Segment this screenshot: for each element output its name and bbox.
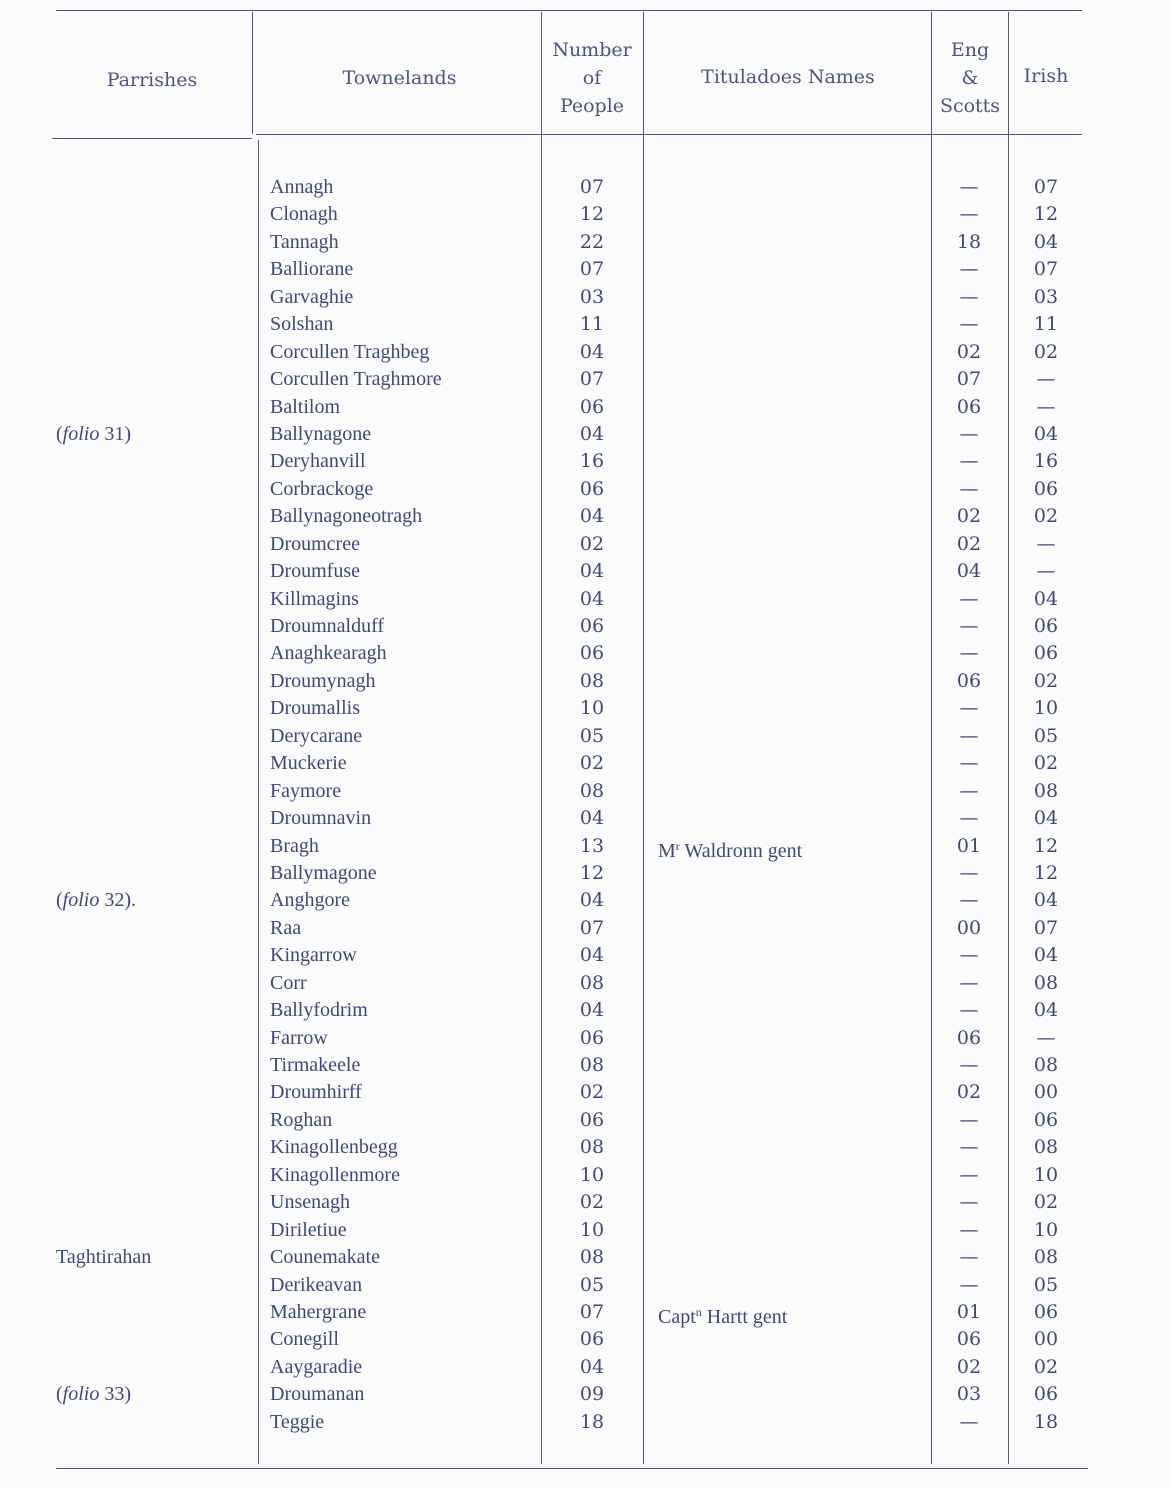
- table-row: [0, 476, 1170, 503]
- eng-scotts-cell: 00: [956, 916, 982, 939]
- irish-cell: 04: [1033, 587, 1059, 610]
- number-cell: 08: [579, 1246, 605, 1269]
- irish-cell: 02: [1033, 340, 1059, 363]
- townland-cell: Ballynagoneotragh: [270, 505, 423, 528]
- townland-cell: Corbrackoge: [270, 477, 374, 500]
- eng-scotts-cell: 04: [956, 560, 982, 583]
- irish-cell: 06: [1033, 642, 1059, 665]
- number-cell: 03: [579, 285, 605, 308]
- irish-cell: 08: [1033, 1054, 1059, 1076]
- townland-cell: Farrow: [270, 1026, 328, 1049]
- eng-scotts-cell: 02: [956, 1081, 982, 1104]
- eng-scotts-cell: 06: [956, 1026, 982, 1049]
- irish-cell: 10: [1033, 1163, 1059, 1186]
- table-row: [0, 833, 1170, 860]
- header-eng-line: Scotts: [939, 95, 1001, 117]
- number-cell: 06: [579, 1026, 605, 1049]
- parish-cell: (folio 31): [56, 422, 132, 445]
- eng-scotts-cell: 01: [956, 1300, 982, 1323]
- parish-cell: (folio 33): [56, 1383, 132, 1406]
- number-cell: 06: [579, 395, 605, 418]
- table-row: [0, 586, 1170, 613]
- townland-cell: Droumhirff: [270, 1081, 362, 1104]
- irish-cell: 06: [1033, 615, 1059, 637]
- irish-cell: 04: [1033, 807, 1059, 830]
- eng-scotts-cell: —: [959, 999, 979, 1022]
- tituladoes-cell: Capt$^n$ Hartt gent: [658, 1304, 788, 1328]
- column-divider: [252, 12, 253, 134]
- irish-cell: 05: [1033, 724, 1059, 747]
- number-cell: 08: [579, 669, 605, 692]
- irish-cell: 06: [1033, 1300, 1059, 1323]
- number-cell: 04: [579, 807, 605, 830]
- header-townelands: [258, 64, 541, 92]
- table-row: [0, 750, 1170, 777]
- townland-cell: Deryhanvill: [270, 450, 366, 473]
- table-row: [0, 421, 1170, 448]
- number-cell: 07: [579, 176, 605, 198]
- number-cell: 04: [579, 587, 605, 610]
- townland-cell: Garvaghie: [270, 285, 354, 308]
- irish-cell: 04: [1033, 944, 1059, 967]
- header-number-line: People: [559, 95, 625, 117]
- number-cell: 08: [579, 971, 605, 994]
- townland-cell: Droumynagh: [270, 669, 376, 692]
- header-parishes-label: Parrishes: [106, 69, 198, 91]
- table-row: [0, 1107, 1170, 1134]
- townland-cell: Baltilom: [270, 395, 340, 418]
- townland-cell: Aaygaradie: [270, 1355, 363, 1378]
- townland-cell: Ballyfodrim: [270, 999, 368, 1022]
- table-row: [0, 366, 1170, 393]
- table-row: [0, 1217, 1170, 1244]
- eng-scotts-cell: —: [959, 889, 979, 912]
- number-cell: 11: [579, 313, 605, 336]
- table-row: [0, 613, 1170, 640]
- number-cell: 22: [579, 230, 605, 253]
- townland-cell: Droumcree: [270, 532, 360, 555]
- eng-scotts-cell: 03: [956, 1383, 982, 1406]
- eng-scotts-cell: 18: [956, 230, 982, 253]
- townland-cell: Raa: [270, 916, 302, 939]
- number-cell: 04: [579, 1355, 605, 1378]
- bottom-rule: [56, 1468, 1088, 1469]
- number-cell: 05: [579, 1273, 605, 1296]
- header-townelands-label: Townelands: [342, 67, 457, 89]
- header-parishes: [56, 66, 248, 94]
- number-cell: 04: [579, 505, 605, 528]
- irish-cell: 03: [1033, 285, 1059, 308]
- eng-scotts-cell: —: [959, 258, 979, 281]
- number-cell: 06: [579, 642, 605, 665]
- table-row: [0, 174, 1170, 201]
- number-cell: 07: [579, 1300, 605, 1323]
- townland-cell: Tirmakeele: [270, 1054, 361, 1076]
- irish-cell: 02: [1033, 1191, 1059, 1214]
- irish-cell: 05: [1033, 1273, 1059, 1296]
- irish-cell: 02: [1033, 505, 1059, 528]
- eng-scotts-cell: —: [959, 752, 979, 775]
- irish-cell: 04: [1033, 889, 1059, 912]
- townland-cell: Corcullen Traghbeg: [270, 340, 430, 363]
- header-tituladoes: [645, 63, 931, 91]
- table-row: [0, 503, 1170, 530]
- irish-cell: 02: [1033, 1355, 1059, 1378]
- number-cell: 06: [579, 615, 605, 637]
- eng-scotts-cell: —: [959, 285, 979, 308]
- townland-cell: Ballymagone: [270, 861, 377, 884]
- table-row: [0, 942, 1170, 969]
- irish-cell: 08: [1033, 779, 1059, 802]
- eng-scotts-cell: —: [959, 477, 979, 500]
- irish-cell: 07: [1033, 258, 1059, 281]
- number-cell: 04: [579, 889, 605, 912]
- number-cell: 07: [579, 916, 605, 939]
- table-row: [0, 997, 1170, 1024]
- irish-cell: 12: [1033, 861, 1059, 884]
- number-cell: 04: [579, 560, 605, 583]
- number-cell: 07: [579, 258, 605, 281]
- table-row: [0, 448, 1170, 475]
- irish-cell: —: [1036, 532, 1056, 555]
- number-cell: 04: [579, 340, 605, 363]
- table-row: [0, 887, 1170, 914]
- number-cell: 02: [579, 752, 605, 775]
- table-row: [0, 640, 1170, 667]
- townland-cell: Tannagh: [270, 230, 339, 253]
- eng-scotts-cell: —: [959, 724, 979, 747]
- townland-cell: Bragh: [270, 834, 319, 857]
- number-cell: 16: [579, 450, 605, 473]
- header-tituladoes-label: Tituladoes Names: [701, 66, 875, 88]
- eng-scotts-cell: —: [959, 313, 979, 336]
- header-eng-line: Eng: [950, 39, 990, 61]
- header-eng-line: &: [961, 67, 979, 89]
- eng-scotts-cell: 02: [956, 1355, 982, 1378]
- number-cell: 10: [579, 697, 605, 720]
- irish-cell: 10: [1033, 697, 1059, 720]
- townland-cell: Annagh: [270, 176, 334, 198]
- top-rule: [56, 10, 1082, 11]
- townland-cell: Corcullen Traghmore: [270, 368, 442, 391]
- eng-scotts-cell: —: [959, 807, 979, 830]
- irish-cell: 04: [1033, 999, 1059, 1022]
- irish-cell: 02: [1033, 752, 1059, 775]
- table-row: [0, 1244, 1170, 1271]
- irish-cell: 12: [1033, 834, 1059, 857]
- table-row: [0, 915, 1170, 942]
- number-cell: 07: [579, 368, 605, 391]
- parish-cell: (folio 32).: [56, 889, 137, 912]
- table-row: [0, 1409, 1170, 1436]
- table-row: [0, 1381, 1170, 1408]
- number-cell: 10: [579, 1163, 605, 1186]
- eng-scotts-cell: 06: [956, 395, 982, 418]
- townland-cell: Corr: [270, 971, 307, 994]
- table-row: [0, 339, 1170, 366]
- irish-cell: 12: [1033, 203, 1059, 226]
- table-row: [0, 1354, 1170, 1381]
- table-row: [0, 1189, 1170, 1216]
- irish-cell: 00: [1033, 1328, 1059, 1351]
- number-cell: 02: [579, 1191, 605, 1214]
- irish-cell: 08: [1033, 1246, 1059, 1269]
- table-row: [0, 1025, 1170, 1052]
- townland-cell: Droumanan: [270, 1383, 365, 1406]
- townland-cell: Kingarrow: [270, 944, 357, 967]
- irish-cell: 00: [1033, 1081, 1059, 1104]
- townland-cell: Anaghkearagh: [270, 642, 387, 665]
- table-row: [0, 668, 1170, 695]
- table-row: [0, 778, 1170, 805]
- townland-cell: Droumnavin: [270, 807, 372, 830]
- number-cell: 08: [579, 779, 605, 802]
- tituladoes-cell: $M^r$ Waldronn gent: [658, 838, 803, 862]
- number-cell: 12: [579, 203, 605, 226]
- eng-scotts-cell: —: [959, 450, 979, 473]
- townland-cell: Droumallis: [270, 697, 360, 720]
- irish-cell: —: [1036, 560, 1056, 583]
- table-row: [0, 229, 1170, 256]
- header-rule-main: [256, 134, 1082, 135]
- townland-cell: Killmagins: [270, 587, 359, 610]
- eng-scotts-cell: —: [959, 861, 979, 884]
- eng-scotts-cell: —: [959, 779, 979, 802]
- irish-cell: 04: [1033, 422, 1059, 445]
- townland-cell: Balliorane: [270, 258, 354, 281]
- townland-cell: Droumfuse: [270, 560, 360, 583]
- irish-cell: 18: [1033, 1410, 1059, 1433]
- townland-cell: Derycarane: [270, 724, 363, 747]
- townland-cell: Ballynagone: [270, 422, 372, 445]
- eng-scotts-cell: —: [959, 1246, 979, 1269]
- header-number-line: Number: [552, 39, 632, 61]
- irish-cell: 08: [1033, 1136, 1059, 1159]
- parish-cell: Taghtirahan: [56, 1246, 152, 1269]
- number-cell: 02: [579, 1081, 605, 1104]
- number-cell: 04: [579, 944, 605, 967]
- number-cell: 04: [579, 999, 605, 1022]
- eng-scotts-cell: 06: [956, 1328, 982, 1351]
- townland-cell: Faymore: [270, 779, 342, 802]
- table-row: [0, 805, 1170, 832]
- table-row: [0, 558, 1170, 585]
- number-cell: 02: [579, 532, 605, 555]
- number-cell: 06: [579, 477, 605, 500]
- eng-scotts-cell: 07: [956, 368, 982, 391]
- irish-cell: 06: [1033, 1383, 1059, 1406]
- header-eng-scotts: [932, 36, 1008, 120]
- irish-cell: —: [1036, 1026, 1056, 1049]
- townland-cell: Kinagollenbegg: [270, 1136, 398, 1159]
- table-row: [0, 1134, 1170, 1161]
- irish-cell: —: [1036, 368, 1056, 391]
- eng-scotts-cell: —: [959, 1191, 979, 1214]
- header-irish-label: Irish: [1023, 65, 1069, 87]
- table-row: [0, 1299, 1170, 1326]
- townland-cell: Counemakate: [270, 1246, 380, 1269]
- eng-scotts-cell: —: [959, 1136, 979, 1159]
- eng-scotts-cell: —: [959, 971, 979, 994]
- number-cell: 06: [579, 1108, 605, 1131]
- eng-scotts-cell: —: [959, 203, 979, 226]
- table-row: [0, 1162, 1170, 1189]
- townland-cell: Diriletiue: [270, 1218, 347, 1241]
- number-cell: 08: [579, 1054, 605, 1076]
- townland-cell: Teggie: [270, 1410, 325, 1433]
- header-number-line: of: [582, 67, 602, 89]
- table-row: [0, 394, 1170, 421]
- table-row: [0, 311, 1170, 338]
- townland-cell: Conegill: [270, 1328, 339, 1351]
- number-cell: 10: [579, 1218, 605, 1241]
- table-row: [0, 256, 1170, 283]
- eng-scotts-cell: —: [959, 1218, 979, 1241]
- eng-scotts-cell: —: [959, 422, 979, 445]
- irish-cell: 07: [1033, 176, 1059, 198]
- irish-cell: 06: [1033, 1108, 1059, 1131]
- table-row: [0, 1052, 1170, 1079]
- irish-cell: 02: [1033, 669, 1059, 692]
- number-cell: 13: [579, 834, 605, 857]
- number-cell: 08: [579, 1136, 605, 1159]
- townland-cell: Anghgore: [270, 889, 350, 912]
- townland-cell: Muckerie: [270, 752, 347, 775]
- irish-cell: 16: [1033, 450, 1059, 473]
- table-row: [0, 860, 1170, 887]
- eng-scotts-cell: —: [959, 1410, 979, 1433]
- irish-cell: 08: [1033, 971, 1059, 994]
- eng-scotts-cell: —: [959, 642, 979, 665]
- eng-scotts-cell: —: [959, 1108, 979, 1131]
- header-number-of-people: [543, 36, 641, 120]
- townland-cell: Roghan: [270, 1108, 333, 1131]
- townland-cell: Unsenagh: [270, 1191, 350, 1214]
- table-row: [0, 1326, 1170, 1353]
- number-cell: 18: [579, 1410, 605, 1433]
- number-cell: 12: [579, 861, 605, 884]
- eng-scotts-cell: 02: [956, 340, 982, 363]
- townland-cell: Kinagollenmore: [270, 1163, 400, 1186]
- irish-cell: 11: [1033, 313, 1059, 336]
- number-cell: 09: [579, 1383, 605, 1406]
- irish-cell: 04: [1033, 230, 1059, 253]
- eng-scotts-cell: —: [959, 1054, 979, 1076]
- eng-scotts-cell: —: [959, 1163, 979, 1186]
- table-row: [0, 1272, 1170, 1299]
- eng-scotts-cell: 01: [956, 834, 982, 857]
- table-row: [0, 723, 1170, 750]
- eng-scotts-cell: —: [959, 176, 979, 198]
- irish-cell: 07: [1033, 916, 1059, 939]
- table-row: [0, 201, 1170, 228]
- townland-cell: Derikeavan: [270, 1273, 363, 1296]
- table-row: [0, 695, 1170, 722]
- eng-scotts-cell: 06: [956, 669, 982, 692]
- header-irish: [1010, 62, 1082, 90]
- eng-scotts-cell: 02: [956, 505, 982, 528]
- eng-scotts-cell: —: [959, 944, 979, 967]
- irish-cell: 10: [1033, 1218, 1059, 1241]
- eng-scotts-cell: —: [959, 615, 979, 637]
- table-body: [0, 174, 1170, 1436]
- number-cell: 05: [579, 724, 605, 747]
- townland-cell: Clonagh: [270, 203, 338, 226]
- table-row: [0, 284, 1170, 311]
- header-rule-parish: [52, 138, 252, 139]
- eng-scotts-cell: —: [959, 1273, 979, 1296]
- eng-scotts-cell: —: [959, 587, 979, 610]
- table-row: [0, 970, 1170, 997]
- townland-cell: Mahergrane: [270, 1300, 367, 1323]
- number-cell: 04: [579, 422, 605, 445]
- townland-cell: Droumnalduff: [270, 615, 385, 637]
- table-row: [0, 531, 1170, 558]
- table-row: [0, 1079, 1170, 1106]
- irish-cell: 06: [1033, 477, 1059, 500]
- number-cell: 06: [579, 1328, 605, 1351]
- eng-scotts-cell: 02: [956, 532, 982, 555]
- eng-scotts-cell: —: [959, 697, 979, 720]
- irish-cell: —: [1036, 395, 1056, 418]
- townland-cell: Solshan: [270, 313, 334, 336]
